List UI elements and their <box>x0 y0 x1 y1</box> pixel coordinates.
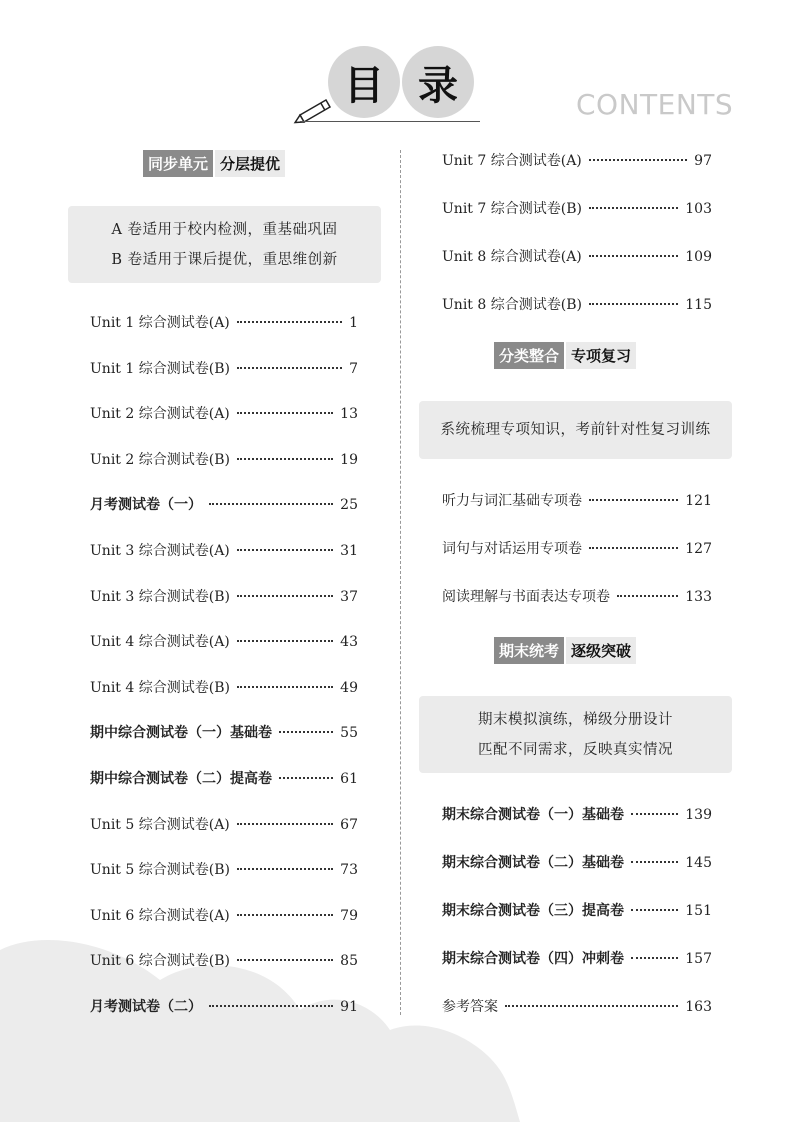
toc-entry-title: Unit 3 综合测试卷(A) <box>90 543 230 559</box>
toc-entry-title: Unit 3 综合测试卷(B) <box>90 588 230 605</box>
section-tag-light: 分层提优 <box>215 150 285 177</box>
toc-entry[interactable] <box>442 996 712 1016</box>
toc-leader-dots <box>631 861 678 863</box>
toc-leader-dots <box>237 868 333 870</box>
toc-leader-dots <box>631 957 678 959</box>
toc-leader-dots <box>237 686 333 688</box>
toc-entry-page: 109 <box>685 249 712 265</box>
toc-entry[interactable] <box>90 996 358 1016</box>
toc-entry-title: 听力与词汇基础专项卷 <box>442 493 582 509</box>
toc-leader-dots <box>237 959 333 961</box>
toc-entry-page: 145 <box>685 855 712 871</box>
toc-leader-dots <box>237 823 333 825</box>
toc-entry[interactable] <box>442 490 712 510</box>
toc-entry-page: 103 <box>685 201 712 217</box>
toc-entry-title: 月考测试卷（二） <box>90 999 202 1015</box>
toc-entry[interactable] <box>442 948 712 968</box>
toc-entry-title: Unit 8 综合测试卷(A) <box>442 249 582 265</box>
toc-leader-dots <box>237 321 342 323</box>
toc-entry-page: 37 <box>340 588 358 605</box>
toc-leader-dots <box>589 303 678 305</box>
toc-entry-title: 期末综合测试卷（一）基础卷 <box>442 807 624 823</box>
toc-entry[interactable] <box>90 586 358 606</box>
toc-entry[interactable] <box>442 900 712 920</box>
toc-entry-page: 121 <box>685 493 712 509</box>
toc-entry-title: Unit 1 综合测试卷(B) <box>90 360 230 377</box>
toc-entry[interactable] <box>442 852 712 872</box>
toc-entry-page: 133 <box>685 589 712 605</box>
toc-entry[interactable] <box>90 859 358 879</box>
toc-leader-dots <box>237 914 333 916</box>
section-tag-dark: 期末统考 <box>494 637 564 664</box>
toc-entry[interactable] <box>90 631 358 651</box>
toc-entry-title: 阅读理解与书面表达专项卷 <box>442 589 610 605</box>
section-header-sync <box>143 150 285 177</box>
toc-entry-page: 1 <box>349 315 358 331</box>
section-desc-sync <box>68 206 381 283</box>
toc-entry[interactable] <box>90 905 358 925</box>
toc-entry-title: Unit 4 综合测试卷(B) <box>90 679 230 696</box>
toc-entry-page: 97 <box>694 153 712 169</box>
toc-leader-dots <box>237 412 333 414</box>
toc-entry-title: Unit 1 综合测试卷(A) <box>90 315 230 331</box>
section-tag-dark: 同步单元 <box>143 150 213 177</box>
toc-entry[interactable] <box>442 538 712 558</box>
toc-leader-dots <box>279 731 333 733</box>
section-tag-light: 专项复习 <box>566 342 636 369</box>
toc-entry[interactable] <box>90 449 358 469</box>
section-header-final <box>494 637 636 664</box>
toc-entry-page: 85 <box>340 953 358 970</box>
toc-entry[interactable] <box>442 198 712 218</box>
toc-entry-title: Unit 6 综合测试卷(B) <box>90 953 230 970</box>
toc-entry[interactable] <box>90 494 358 514</box>
toc-leader-dots <box>505 1005 678 1007</box>
desc-line: A 卷适用于校内检测，重基础巩固 <box>111 221 338 238</box>
toc-entry[interactable] <box>442 586 712 606</box>
title-circle-2 <box>402 46 474 118</box>
toc-entry[interactable] <box>442 294 712 314</box>
toc-entry-page: 13 <box>340 406 358 423</box>
toc-entry-page: 73 <box>340 862 358 879</box>
contents-word: CONTENTS <box>576 88 734 121</box>
toc-leader-dots <box>237 595 333 597</box>
toc-entry[interactable] <box>90 312 358 332</box>
toc-entry-page: 79 <box>340 907 358 924</box>
toc-entry-title: Unit 8 综合测试卷(B) <box>442 297 582 313</box>
toc-entry-title: Unit 4 综合测试卷(A) <box>90 634 230 651</box>
toc-entry-page: 7 <box>349 360 358 377</box>
toc-entry-title: Unit 7 综合测试卷(B) <box>442 201 582 217</box>
toc-entry[interactable] <box>90 722 358 742</box>
toc-leader-dots <box>589 255 679 257</box>
toc-entry-title: 期末综合测试卷（四）冲刺卷 <box>442 951 624 967</box>
toc-entry[interactable] <box>442 246 712 266</box>
toc-entry-title: 词句与对话运用专项卷 <box>442 541 582 557</box>
toc-entry-title: Unit 2 综合测试卷(A) <box>90 406 230 423</box>
toc-entry-title: 期中综合测试卷（二）提高卷 <box>90 771 272 787</box>
toc-entry-title: 期末综合测试卷（二）基础卷 <box>442 855 624 871</box>
toc-leader-dots <box>237 549 333 551</box>
toc-entry-page: 139 <box>685 807 712 823</box>
toc-entry-title: Unit 5 综合测试卷(B) <box>90 862 230 879</box>
toc-entry-page: 55 <box>340 725 358 742</box>
section-header-topic <box>494 342 636 369</box>
toc-entry-page: 163 <box>685 999 712 1015</box>
desc-line: 系统梳理专项知识，考前针对性复习训练 <box>440 422 711 438</box>
toc-entry-page: 127 <box>685 541 712 557</box>
toc-entry[interactable] <box>90 358 358 378</box>
toc-entry-page: 151 <box>685 903 712 919</box>
section-tag-dark: 分类整合 <box>494 342 564 369</box>
toc-entry[interactable] <box>442 804 712 824</box>
toc-leader-dots <box>589 159 687 161</box>
title-underline <box>300 121 480 122</box>
column-divider <box>400 150 401 1015</box>
desc-line: B 卷适用于课后提优，重思维创新 <box>111 251 338 268</box>
toc-entry-page: 157 <box>685 951 712 967</box>
toc-entry-title: 参考答案 <box>442 999 498 1015</box>
toc-entry-page: 91 <box>340 999 358 1015</box>
toc-entry[interactable] <box>90 403 358 423</box>
section-desc-final <box>419 696 732 773</box>
toc-entry-page: 19 <box>340 451 358 468</box>
toc-entry-title: Unit 7 综合测试卷(A) <box>442 153 582 169</box>
toc-entry-page: 67 <box>340 816 358 833</box>
toc-leader-dots <box>209 503 333 505</box>
toc-entry-title: 期中综合测试卷（一）基础卷 <box>90 725 272 742</box>
toc-leader-dots <box>617 595 678 597</box>
toc-entry-page: 115 <box>685 297 712 313</box>
toc-entry-title: 月考测试卷（一） <box>90 497 202 514</box>
toc-entry-title: Unit 2 综合测试卷(B) <box>90 451 230 468</box>
toc-leader-dots <box>589 547 678 549</box>
toc-entry[interactable] <box>442 150 712 170</box>
section-desc-topic <box>419 401 732 459</box>
toc-leader-dots <box>589 207 678 209</box>
toc-leader-dots <box>237 367 342 369</box>
toc-leader-dots <box>631 813 678 815</box>
toc-entry-page: 61 <box>340 771 358 787</box>
desc-line: 期末模拟演练，梯级分册设计 <box>478 711 673 728</box>
toc-leader-dots <box>631 909 678 911</box>
toc-entry[interactable] <box>90 950 358 970</box>
title-char-1: 目 <box>344 62 384 109</box>
toc-entry[interactable] <box>90 768 358 788</box>
toc-leader-dots <box>237 640 333 642</box>
toc-entry-title: Unit 6 综合测试卷(A) <box>90 907 230 924</box>
section-tag-light: 逐级突破 <box>566 637 636 664</box>
desc-line: 匹配不同需求，反映真实情况 <box>478 741 673 758</box>
toc-leader-dots <box>237 458 333 460</box>
toc-entry-title: Unit 5 综合测试卷(A) <box>90 816 230 833</box>
toc-leader-dots <box>209 1005 333 1007</box>
toc-leader-dots <box>589 499 678 501</box>
toc-entry-page: 49 <box>340 679 358 696</box>
toc-entry[interactable] <box>90 814 358 834</box>
toc-entry[interactable] <box>90 677 358 697</box>
toc-entry-title: 期末综合测试卷（三）提高卷 <box>442 903 624 919</box>
toc-entry-page: 31 <box>340 543 358 559</box>
toc-entry-page: 25 <box>340 497 358 514</box>
toc-entry[interactable] <box>90 540 358 560</box>
title-char-2: 录 <box>418 62 458 109</box>
toc-leader-dots <box>279 777 333 779</box>
toc-entry-page: 43 <box>340 634 358 651</box>
